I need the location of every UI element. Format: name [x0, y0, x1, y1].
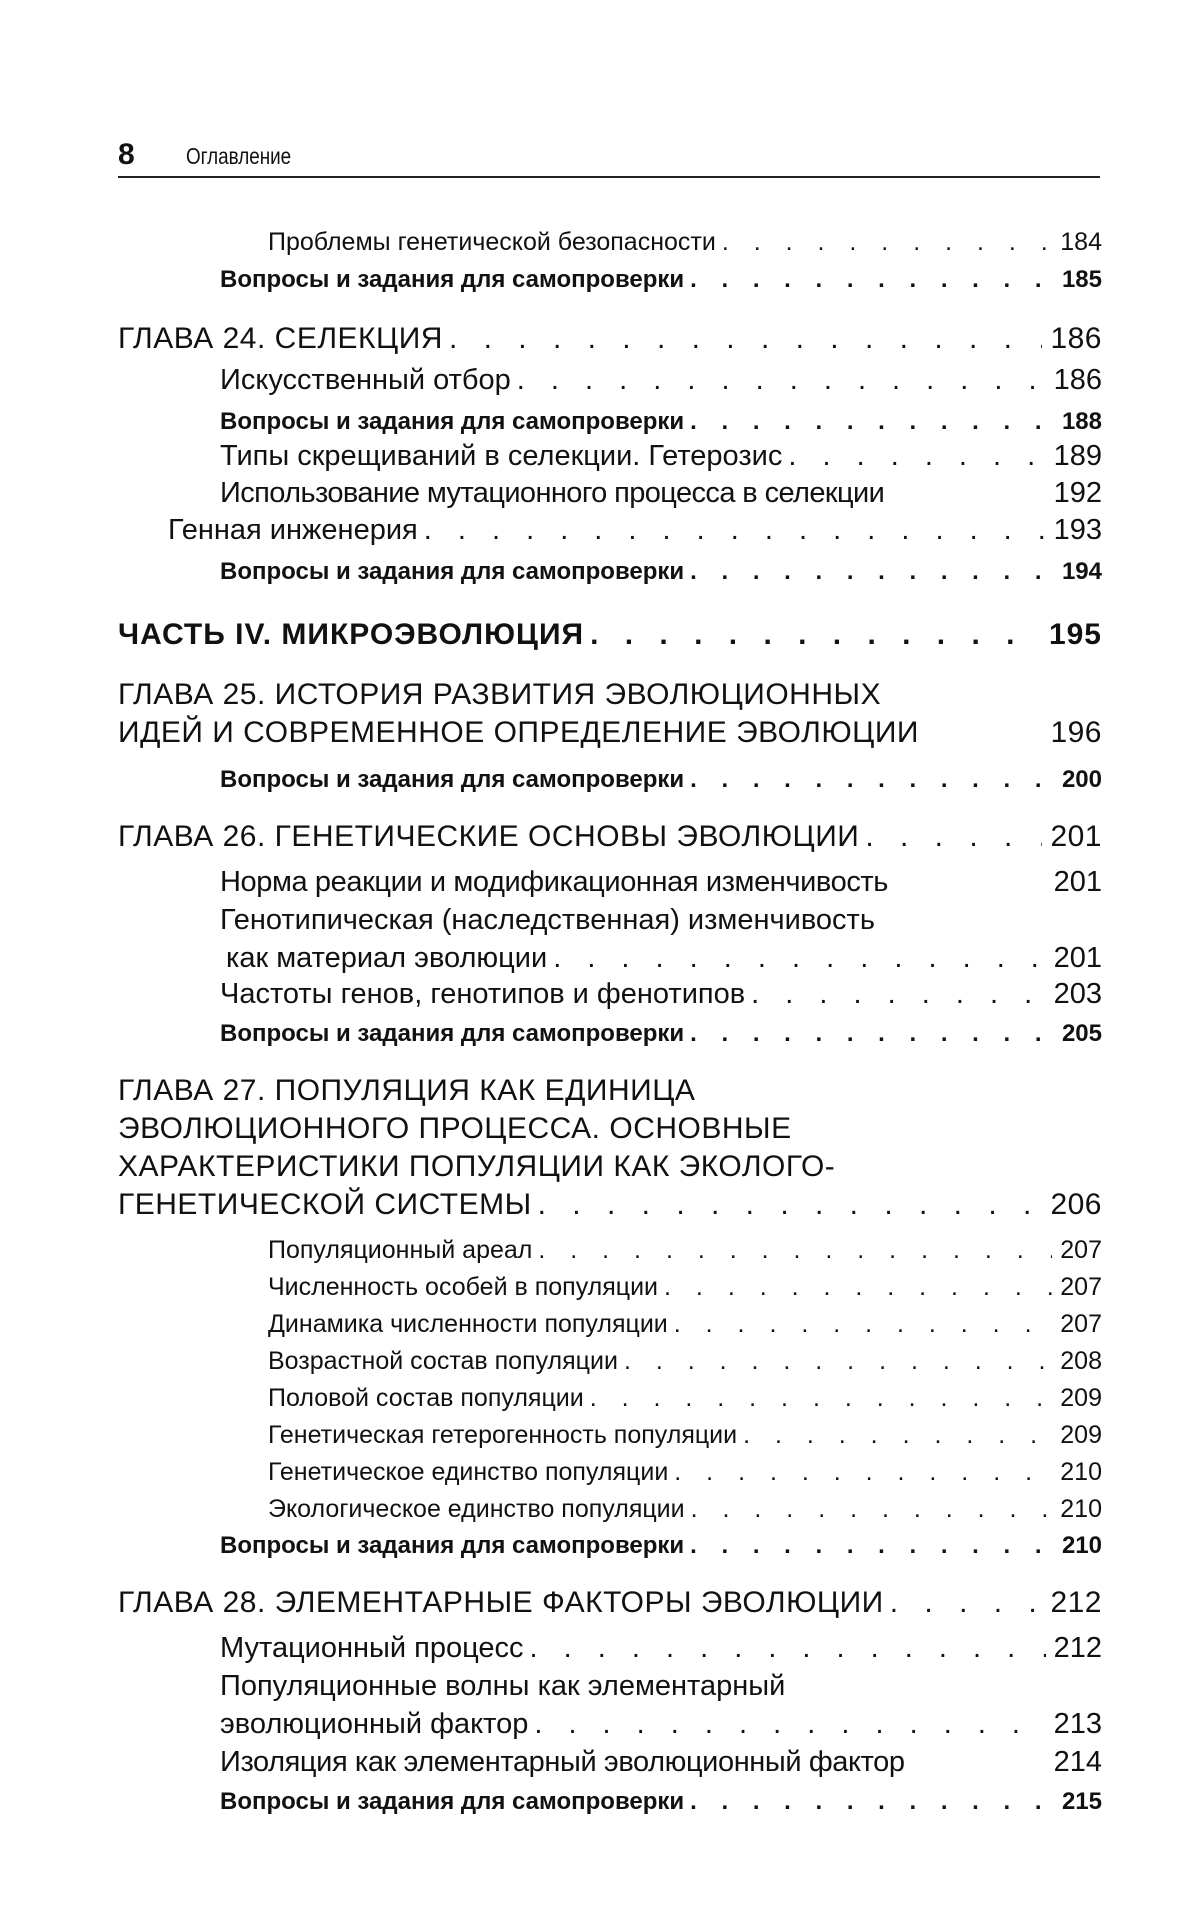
dot-leader — [684, 266, 1054, 294]
toc-entry-label: ГЕНЕТИЧЕСКОЙ СИСТЕМЫ — [118, 1188, 532, 1221]
toc-entry-page: 184 — [1060, 228, 1102, 256]
dot-leader — [584, 618, 1041, 652]
toc-entry — [220, 1532, 1102, 1560]
toc-entry — [168, 514, 1102, 547]
toc-entry-label: Изоляция как элементарный эволюционный фактор — [220, 1746, 905, 1778]
toc-entry-label: Вопросы и задания для самопроверки — [220, 1020, 685, 1047]
dot-leader — [684, 1532, 1054, 1560]
dot-leader — [684, 766, 1054, 794]
toc-entry-page: 210 — [1060, 1458, 1102, 1486]
toc-entry — [220, 477, 1102, 510]
toc-entry-label: Типы скрещиваний в селекции. Гетерозис — [220, 440, 783, 472]
toc-entry-label: Искусственный отбор — [220, 364, 511, 396]
toc-entry-page: 210 — [1060, 1495, 1102, 1523]
toc-entry-page: 215 — [1061, 1788, 1102, 1815]
toc-entry-label: Вопросы и задания для самопроверки — [220, 408, 685, 435]
dot-leader — [532, 1188, 1043, 1222]
dot-leader — [532, 1236, 1052, 1265]
toc-entry — [268, 1273, 1102, 1302]
toc-entry-page: 208 — [1060, 1347, 1102, 1375]
dot-leader — [684, 558, 1054, 586]
toc-entry-page: 212 — [1053, 1632, 1102, 1664]
toc-entry-label: Численность особей в популяции — [268, 1273, 659, 1301]
toc-entry-page: 214 — [1053, 1746, 1102, 1778]
toc-entry-page: 185 — [1061, 266, 1102, 293]
toc-entry-page: 203 — [1053, 978, 1102, 1010]
toc-entry-label: Использование мутационного процесса в селекции — [220, 477, 885, 509]
dot-leader — [859, 820, 1042, 854]
toc-entry-label: Вопросы и задания для самопроверки — [220, 266, 685, 293]
toc-chapter — [118, 322, 1102, 356]
dot-leader — [684, 1788, 1054, 1816]
toc-entry-page: 206 — [1050, 1188, 1102, 1221]
toc-entry-page: 196 — [1050, 716, 1102, 749]
toc-chapter — [118, 1586, 1102, 1620]
dot-leader — [737, 1421, 1052, 1450]
dot-leader — [418, 514, 1046, 547]
toc-entry-label: Частоты генов, генотипов и фенотипов — [220, 978, 746, 1010]
toc-entry-page: 200 — [1061, 766, 1102, 793]
page-header — [118, 128, 1100, 178]
dot-leader — [745, 978, 1045, 1011]
toc-entry-label: Популяционный ареал — [268, 1236, 533, 1264]
toc-entry-label: Вопросы и задания для самопроверки — [220, 1788, 685, 1815]
toc-entry-label: Половой состав популяции — [268, 1384, 584, 1412]
toc-entry-page: 186 — [1053, 364, 1102, 396]
toc-entry-label: Мутационный процесс — [220, 1632, 524, 1664]
toc-entry — [220, 1746, 1102, 1779]
toc-entry-label: ГЛАВА 28. ЭЛЕМЕНТАРНЫЕ ФАКТОРЫ ЭВОЛЮЦИИ — [118, 1586, 884, 1619]
toc-entry-page: 210 — [1061, 1532, 1102, 1559]
toc-entry-page: 195 — [1048, 618, 1102, 651]
dot-leader — [716, 228, 1052, 257]
dot-leader — [618, 1347, 1052, 1376]
toc-entry — [268, 1310, 1102, 1339]
toc-entry — [268, 1421, 1102, 1450]
toc-entry — [268, 1458, 1102, 1487]
toc-entry-page: 209 — [1060, 1384, 1102, 1412]
toc-entry-page: 193 — [1053, 514, 1102, 546]
toc-entry — [268, 1347, 1102, 1376]
toc-entry-label: Генетическая гетерогенность популяции — [268, 1421, 738, 1449]
toc-entry-page: 201 — [1053, 942, 1102, 974]
toc-chapter — [118, 820, 1102, 854]
dot-leader — [782, 440, 1045, 473]
running-title: Оглавление — [186, 143, 292, 169]
toc-entry — [220, 978, 1102, 1011]
toc-entry-label: ГЛАВА 26. ГЕНЕТИЧЕСКИЕ ОСНОВЫ ЭВОЛЮЦИИ — [118, 820, 860, 853]
dot-leader — [684, 408, 1054, 436]
dot-leader — [528, 1708, 1045, 1741]
toc-entry-label: ГЛАВА 24. СЕЛЕКЦИЯ — [118, 322, 443, 355]
toc-entry-page: 201 — [1050, 820, 1102, 853]
toc-entry-line: Популяционные волны как элементарный — [220, 1670, 786, 1702]
toc-chapter — [118, 1188, 1102, 1222]
toc-chapter-line: ГЛАВА 25. ИСТОРИЯ РАЗВИТИЯ ЭВОЛЮЦИОННЫХ — [118, 678, 882, 711]
toc-entry-page: 192 — [1053, 477, 1102, 509]
toc-entry-label: Вопросы и задания для самопроверки — [220, 1532, 685, 1559]
toc-entry — [220, 266, 1102, 294]
dot-leader — [668, 1458, 1052, 1487]
toc-entry-page: 205 — [1061, 1020, 1102, 1047]
toc-entry-page: 194 — [1061, 558, 1102, 585]
dot-leader — [584, 1384, 1053, 1413]
toc-chapter-line: ГЛАВА 27. ПОПУЛЯЦИЯ КАК ЕДИНИЦА — [118, 1074, 696, 1107]
toc-part — [118, 618, 1102, 652]
toc-entry — [220, 1788, 1102, 1816]
toc-entry-label: как материал эволюции — [226, 942, 548, 974]
toc-entry-label: ИДЕЙ И СОВРЕМЕННОЕ ОПРЕДЕЛЕНИЕ ЭВОЛЮЦИИ — [118, 716, 919, 749]
toc-entry — [220, 364, 1102, 397]
toc-entry — [268, 228, 1102, 257]
toc-entry — [220, 440, 1102, 473]
toc-entry-page: 201 — [1053, 866, 1102, 898]
toc-entry — [220, 1708, 1102, 1741]
toc-entry — [268, 1495, 1102, 1524]
toc-entry-label: эволюционный фактор — [220, 1708, 529, 1740]
dot-leader — [884, 1586, 1043, 1620]
dot-leader — [524, 1632, 1046, 1665]
dot-leader — [443, 322, 1043, 356]
toc-chapter — [118, 716, 1102, 750]
toc-entry-label: Вопросы и задания для самопроверки — [220, 558, 685, 585]
dot-leader — [547, 942, 1045, 975]
page-number: 8 — [118, 138, 135, 171]
toc-entry — [220, 558, 1102, 586]
toc-entry-page: 207 — [1060, 1236, 1102, 1264]
toc-chapter-line: ХАРАКТЕРИСТИКИ ПОПУЛЯЦИИ КАК ЭКОЛОГО- — [118, 1150, 836, 1183]
toc-entry-page: 213 — [1053, 1708, 1102, 1740]
toc-entry — [268, 1236, 1102, 1265]
toc-entry-label: ЧАСТЬ IV. МИКРОЭВОЛЮЦИЯ — [118, 618, 585, 651]
dot-leader — [658, 1273, 1052, 1302]
toc-entry-page: 188 — [1061, 408, 1102, 435]
toc-entry — [220, 1020, 1102, 1048]
toc-entry-label: Возрастной состав популяции — [268, 1347, 618, 1375]
toc-entry — [220, 1632, 1102, 1665]
dot-leader — [668, 1310, 1053, 1339]
toc-entry-page: 189 — [1053, 440, 1102, 472]
toc-entry — [220, 866, 1102, 899]
toc-entry-label: Генетическое единство популяции — [268, 1458, 669, 1486]
toc-entry — [226, 942, 1102, 975]
toc-entry-label: Вопросы и задания для самопроверки — [220, 766, 685, 793]
dot-leader — [685, 1495, 1053, 1524]
toc-entry-label: Генная инженерия — [168, 514, 418, 546]
toc-entry — [268, 1384, 1102, 1413]
toc-entry-line: Генотипическая (наследственная) изменчивость — [220, 904, 875, 936]
toc-entry — [220, 766, 1102, 794]
toc-entry-page: 212 — [1050, 1586, 1102, 1619]
toc-entry-page: 186 — [1050, 322, 1102, 355]
toc-entry-label: Проблемы генетической безопасности — [268, 228, 716, 256]
toc-entry-page: 207 — [1060, 1310, 1102, 1338]
toc-entry-page: 207 — [1060, 1273, 1102, 1301]
toc-entry-label: Норма реакции и модификационная изменчивость — [220, 866, 889, 898]
toc-entry-label: Динамика численности популяции — [268, 1310, 668, 1338]
dot-leader — [511, 364, 1046, 397]
toc-entry — [220, 408, 1102, 436]
toc-entry-label: Экологическое единство популяции — [268, 1495, 685, 1523]
toc-chapter-line: ЭВОЛЮЦИОННОГО ПРОЦЕССА. ОСНОВНЫЕ — [118, 1112, 792, 1145]
toc-entry-page: 209 — [1060, 1421, 1102, 1449]
dot-leader — [684, 1020, 1054, 1048]
